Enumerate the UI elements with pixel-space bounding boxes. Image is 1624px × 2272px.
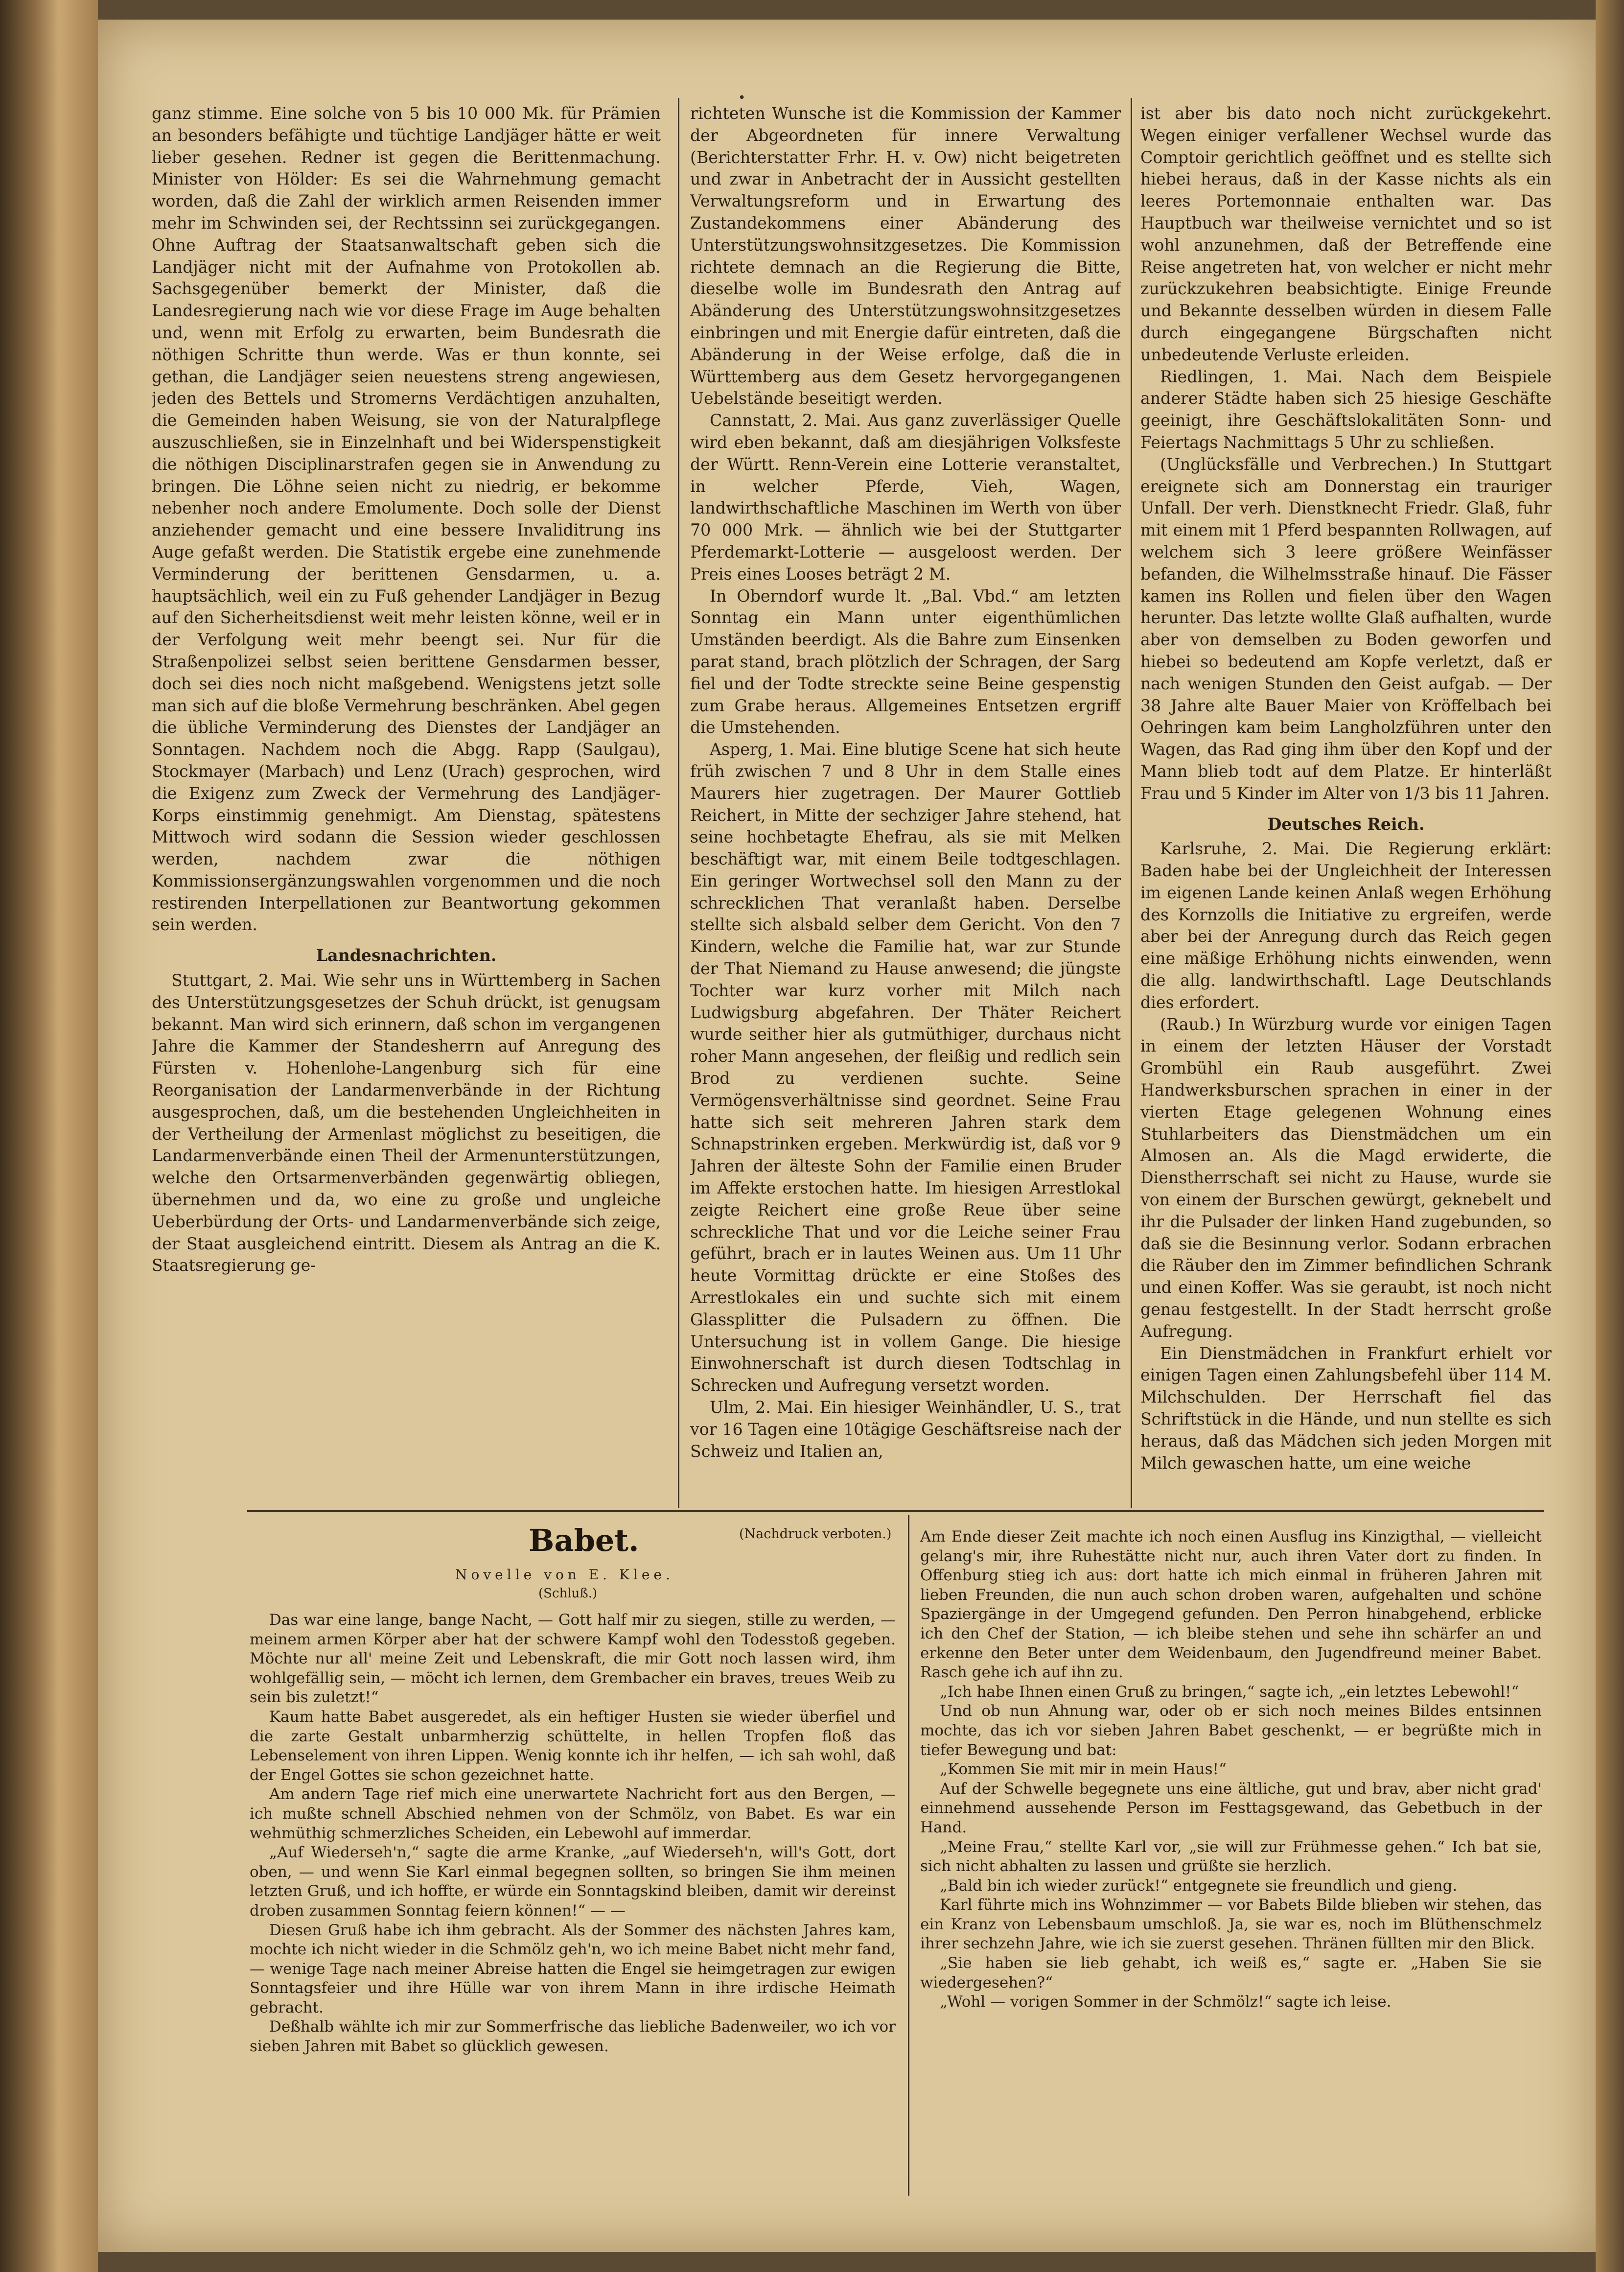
article-cannstatt: Cannstatt, 2. Mai. Aus ganz zuverlässiger Quelle wird eben bekannt, daß am diesjährigen Volksfeste der Württ. Renn-Verein eine Lotterie veranstaltet, in welcher Pferde, Vieh, Wagen, landwirthschaftliche Maschinen im Werth von über 70 000 Mrk. — ähnlich wie bei der Stuttgarter Pferdemarkt-Lotterie — ausgeloost werden. Der Preis eines Looses beträgt 2 M. [690,411,1121,584]
novel-paragraph: Auf der Schwelle begegnete uns eine ältliche, gut und brav, aber nicht grad' einnehmend aussehende Person im Festtagsgewand, das Gebetbuch in der Hand. [920,1780,1542,1836]
article-ulm-continued: ist aber bis dato noch nicht zurückgekehrt. Wegen einiger verfallener Wechsel wurde das Comptoir gerichtlich geöffnet und es stellte sich hiebei heraus, daß in der Kasse nichts als ein leeres Portemonnaie enthalten war. Das Hauptbuch war theilweise vernichtet und so ist wohl anzunehmen, daß der Betreffende eine Reise angetreten hat, von welcher er nicht mehr zurückzukehren beabsichtigte. Einige Freunde und Bekannte desselben würden in diesem Falle durch eingegangene Bürgschaften nicht unbedeutende Verluste erleiden. [1140,104,1552,364]
novel-paragraph: Am Ende dieser Zeit machte ich noch einen Ausflug ins Kinzigthal, — vielleicht gelang's mir, ihre Ruhestätte nicht nur, auch ihren Vater dort zu finden. In Offenburg stieg ich aus: dort hatte ich mich einmal in früheren Jahren mit lieben Freunden, die nun auch schon droben waren, aufgehalten und schöne Spaziergänge in der Umgegend gefunden. Den Perron hinabgehend, erblicke ich den Chef der Station, — ich bleibe stehen und sehe ihn schärfer an und erkenne den Beter unter dem Weidenbaum, den Jugendfreund meiner Babet. Rasch gehe ich auf ihn zu. [920,1528,1542,1682]
novel-paragraph: „Bald bin ich wieder zurück!“ entgegnete sie freundlich und gieng. [940,1876,1458,1895]
column-1 [152,103,661,1581]
novel-paragraph: Und ob nun Ahnung war, oder ob er sich noch meines Bildes entsinnen mochte, das ich vor sieben Jahren Babet geschenkt, — er begrüßte mich in tiefer Bewegung und bat: [920,1702,1542,1759]
novel-paragraph: Karl führte mich ins Wohnzimmer — vor Babets Bilde blieben wir stehen, das ein Kranz von Lebensbaum umschloß. Ja, sie war es, noch im Blüthenschmelz ihrer sechzehn Jahre, wie ich sie zuerst gesehen. Thränen füllten mir den Blick. [920,1896,1542,1953]
novel-byline: Novelle von E. Klee. [455,1567,674,1583]
article-asperg: Asperg, 1. Mai. Eine blutige Scene hat sich heute früh zwischen 7 und 8 Uhr in dem Stalle eines Maurers hier zugetragen. Der Maurer Gottlieb Reichert, in Mitte der sechziger Jahre stehend, hat seine hochbetagte Ehefrau, als sie mit Melken beschäftigt war, mit einem Beile todtgeschlagen. Ein geringer Wortwechsel soll den Mann zu der schrecklichen That veranlaßt haben. Derselbe stellte sich alsbald selber dem Gericht. Von den 7 Kindern, welche die Familie hat, war zur Stunde der That Niemand zu Hause anwesend; die jüngste Tochter war kurz vorher mit Milch nach Ludwigsburg abgefahren. Der Thäter Reichert wurde seither hier als gutmüthiger, durchaus nicht roher Mann angesehen, der fleißig und redlich sein Brod zu verdienen suchte. Seine Vermögensverhältnisse sind geordnet. Seine Frau hatte sich seit mehreren Jahren stark dem Schnapstrinken ergeben. Merkwürdig ist, daß vor 9 Jahren der älteste Sohn der Familie einen Bruder im Affekte erstochen hatte. Im hiesigen Arrestlokal zeigte Reichert eine große Reue über seine schreckliche That und vor die Leiche seiner Frau geführt, brach er in lautes Weinen aus. Um 11 Uhr heute Vormittag drückte er eine Stoßes des Arrestlokales ein und suchte sich mit einem Glassplitter die Pulsadern zu öffnen. Die Untersuchung ist in vollem Gange. Die hiesige Einwohnerschaft ist durch diesen Todtschlag in Schrecken und Aufregung versetzt worden. [690,740,1121,1395]
book-binding-left [0,0,98,2272]
section-heading-deutsches-reich: Deutsches Reich. [1267,814,1425,834]
novel-paragraph: „Meine Frau,“ stellte Karl vor, „sie will zur Frühmesse gehen.“ Ich bat sie, sich nicht abhalten zu lassen und grüßte sie herzlich. [920,1838,1542,1875]
article-unglucksfalle: (Unglücksfälle und Verbrechen.) In Stuttgart ereignete sich am Donnerstag ein trauriger Unfall. Der verh. Dienstknecht Friedr. Glaß, fuhr mit einem mit 1 Pferd bespannten Rollwagen, auf welchem sich 3 leere größere Weinfässer befanden, die Wilhelmsstraße hinauf. Die Fässer kamen ins Rollen und fielen über den Wagen herunter. Das letzte wollte Glaß aufhalten, wurde aber von demselben zu Boden geworfen und hiebei so bedeutend am Kopfe verletzt, daß er nach wenigen Stunden den Geist aufgab. — Der 38 Jahre alte Bauer Maier von Kröffelbach bei Oehringen kam beim Langholzführen unter den Wagen, das Rad ging ihm über den Kopf und der Mann blieb todt auf dem Platze. Er hinterläßt Frau und 5 Kinder im Alter von 1/3 bis 11 Jahren. [1140,454,1552,803]
smudge-mark: • [738,91,746,105]
novel-paragraph: Kaum hatte Babet ausgeredet, als ein heftiger Husten sie wieder überfiel und die zarte Gestalt unbarmherzig schüttelte, in hellen Tropfen floß das Lebenselement von ihren Lippen. Wenig konnte ich ihr helfen, — ich sah wohl, daß der Engel Gottes sie schon gezeichnet hatte. [250,1708,896,1784]
novel-paragraph: Deßhalb wählte ich mir zur Sommerfrische das liebliche Badenweiler, wo ich vor sieben Jahren mit Babet so glücklich gewesen. [250,2018,896,2056]
novel-paragraph: „Sie haben sie lieb gehabt, ich weiß es,“ sagte er. „Haben Sie sie wiedergesehen?“ [920,1954,1542,1991]
article-stuttgart: Stuttgart, 2. Mai. Wie sehr uns in Württemberg in Sachen des Unterstützungsgesetzes der Schuh drückt, ist genugsam bekannt. Man wird sich erinnern, daß schon im vergangenen Jahre die Kammer der Standesherrn auf Anregung des Fürsten v. Hohenlohe-Langenburg sich für eine Reorganisation der Landarmenverbände in der Richtung ausgesprochen, daß, um die bestehenden Ungleichheiten in der Vertheilung der Armenlast möglichst zu beseitigen, die Landarmenverbände einen Theil der Armenunterstützungen, welche den Ortsarmenverbänden gegenwärtig obliegen, übernehmen und da, wo eine zu große und ungleiche Ueberbürdung der Orts- und Landarmenverbände sich zeige, der Staat ausgleichend eintritt. Diesem als Antrag an die K. Staatsregierung ge- [152,971,661,1275]
article-frankfurt: Ein Dienstmädchen in Frankfurt erhielt vor einigen Tagen einen Zahlungsbefehl über 114 M. Milchschulden. Der Herrschaft fiel das Schriftstück in die Hände, und nun stellte es sich heraus, daß das Mädchen sich jeden Morgen mit Milch gewaschen hatte, um eine weiche [1140,1343,1552,1473]
article-landtag-continued: ganz stimme. Eine solche von 5 bis 10 000 Mk. für Prämien an besonders befähigte und tüchtige Landjäger hätte er weit lieber gesehen. Redner ist gegen die Berittenmachung. Minister von Hölder: Es sei die Wahrnehmung gemacht worden, daß die Zahl der wirklich armen Reisenden immer mehr im Schwinden sei, der Rechtssinn sei zurückgegangen. Ohne Auftrag der Staatsanwaltschaft geben sich die Landjäger nicht mit der Aufnahme von Protokollen ab. Sachsgegenüber bemerkt der Minister, daß die Landesregierung nach wie vor diese Frage im Auge behalten und, wenn mit Erfolg zu erwarten, beim Bundesrath die nöthigen Schritte thun werde. Was er thun konnte, sei gethan, die Landjäger seien neuestens streng angewiesen, jeden des Bettels und Stromerns Verdächtigen anzuhalten, die Gemeinden haben Weisung, sie von der Naturalpflege auszuschließen, sie in Einzelnhaft und bei Widerspenstigkeit die nöthigen Disciplinarstrafen gegen sie in Anwendung zu bringen. Die Löhne seien nicht zu niedrig, er bekomme nebenher noch andere Emolumente. Doch solle der Dienst anziehender gemacht und eine bessere Invaliditrung ins Auge gefaßt werden. Die Statistik ergebe eine zunehmende Verminderung der berittenen Gensdarmen, u. a. hauptsächlich, weil ein zu Fuß gehender Landjäger in Bezug auf den Sicherheitsdienst weit mehr leisten könne, weil er in der Verfolgung weit mehr beengt sei. Nur für die Straßenpolizei selbst seien berittene Gensdarmen besser, doch sei dies noch nicht maßgebend. Wenigstens jetzt solle man sich auf die bloße Vermehrung beschränken. Abel gegen die übliche Verminderung des Dienstes der Landjäger an Sonntagen. Nachdem noch die Abgg. Rapp (Saulgau), Stockmayer (Marbach) und Lenz (Urach) gesprochen, wird die Exigenz zum Zweck der Vermehrung des Landjäger-Korps einstimmig genehmigt. Am Dienstag, spätestens Mittwoch wird sodann die Session wieder geschlossen werden, nachdem zwar die nöthigen Kommissionsergänzungswahlen vorgenommen und die noch restirenden Interpellationen zur Beantwortung gekommen sein werden. [152,104,661,935]
novel-paragraph: „Ich habe Ihnen einen Gruß zu bringen,“ sagte ich, „ein letztes Lebewohl!“ [940,1683,1519,1701]
article-riedlingen: Riedlingen, 1. Mai. Nach dem Beispiele anderer Städte haben sich 25 hiesige Geschäfte geeinigt, ihre Geschäftslokalitäten Sonn- und Feiertags Nachmittags 5 Uhr zu schließen. [1140,367,1552,452]
article-wurzburg: (Raub.) In Würzburg wurde vor einigen Tagen in einem der letzten Häuser der Vorstadt Grombühl ein Raub ausgeführt. Zwei Handwerksburschen sprachen in einer in der vierten Etage gelegenen Wohnung eines Stuhlarbeiters das Dienstmädchen um ein Almosen an. Als die Magd erwiderte, die Dienstherrschaft sei nicht zu Hause, wurde sie von einem der Burschen gewürgt, geknebelt und ihr die Pulsader der linken Hand zugebunden, so daß sie die Besinnung verlor. Sodann erbrachen die Räuber den im Zimmer befindlichen Schrank und einen Koffer. Was sie geraubt, ist noch nicht genau festgestellt. In der Stadt herrscht große Aufregung. [1140,1014,1552,1341]
novel-paragraph: Diesen Gruß habe ich ihm gebracht. Als der Sommer des nächsten Jahres kam, mochte ich nicht wieder in die Schmölz geh'n, wo ich meine Babet nicht mehr fand, — wenige Tage nach meiner Abreise hatten die Engel sie heimgetragen zur ewigen Sonntagsfeier und ihre Hülle war von ihrem Mann in ihre irdische Heimath gebracht. [250,1921,896,2016]
novel-installment: (Schluß.) [538,1586,598,1601]
novel-title: Babet. [529,1522,639,1558]
column-2 [690,103,1121,1503]
section-heading-landesnachrichten: Landesnachrichten. [316,946,497,965]
feuilleton-divider [247,1510,1544,1512]
article-oberndorf: In Oberndorf wurde lt. „Bal. Vbd.“ am letzten Sonntag ein Mann unter eigenthümlichen Umständen beerdigt. Als die Bahre zum Einsenken parat stand, brach plötzlich der Schragen, der Sarg fiel und der Todte streckte seine Beine gespenstig zum Grabe heraus. Allgemeines Entsetzen ergriff die Umstehenden. [690,586,1121,737]
novel-paragraph: „Auf Wiederseh'n,“ sagte die arme Kranke, „auf Wiederseh'n, will's Gott, dort oben, — und wenn Sie Karl einmal begegnen sollten, so bringen Sie ihm meinen letzten Gruß, und ich hoffte, er würde ein Sonntagskind bleiben, damit wir dereinst droben zusammen Sonntag feiern können!“ — — [250,1844,896,1920]
column-divider-1 [678,98,679,1508]
article-karlsruhe: Karlsruhe, 2. Mai. Die Regierung erklärt: Baden habe bei der Ungleichheit der Interessen im eigenen Lande keinen Anlaß wegen Erhöhung des Kornzolls die Initiative zu ergreifen, werde aber bei der Anregung durch das Reich gegen eine mäßige Erhöhung nichts einwenden, wenn die allg. landwirthschaftl. Lage Deutschlands dies erfordert. [1140,839,1552,1012]
novel-paragraph: „Kommen Sie mit mir in mein Haus!“ [940,1760,1227,1779]
reprint-notice: (Nachdruck verboten.) [739,1526,892,1542]
column-divider-2 [1131,98,1132,1508]
novel-paragraph: Am andern Tage rief mich eine unerwartete Nachricht fort aus den Bergen, — ich mußte schnell Abschied nehmen von der Schmölz, von Babet. Es war ein wehmüthig schmerzliches Scheiden, ein Lebewohl auf immerdar. [250,1785,896,1842]
novel-column-right [920,1527,1542,2193]
novel-paragraph: Das war eine lange, bange Nacht, — Gott half mir zu siegen, stille zu werden, — meinem armen Körper aber hat der schwere Kampf wohl den Todesstoß gegeben. Möchte nur all' meine Zeit und Lebenskraft, die mir Gott noch lassen wird, ihm wohlgefällig sein, — möcht ich lernen, dem Grembacher ein braves, treues Weib zu sein bis zuletzt!“ [250,1611,896,1707]
article-stuttgart-continued: richteten Wunsche ist die Kommission der Kammer der Abgeordneten für innere Verwaltung (Berichterstatter Frhr. H. v. Ow) nicht beigetreten und zwar in Anbetracht der in Aussicht gestellten Verwaltungsreform und in Erwartung des Zustandekommens einer Abänderung des Unterstützungswohnsitzgesetzes. Die Kommission richtete demnach an die Regierung die Bitte, dieselbe wolle im Bundesrath den Antrag auf Abänderung des Unterstützungswohnsitzgesetzes einbringen und mit Energie dafür eintreten, daß die Abänderung in der Weise erfolge, daß die in Württemberg aus dem Gesetz hervorgegangenen Uebelstände beseitigt werden. [690,104,1121,408]
article-ulm: Ulm, 2. Mai. Ein hiesiger Weinhändler, U. S., trat vor 16 Tagen eine 10tägige Geschäftsreise nach der Schweiz und Italien an, [690,1398,1121,1461]
novel-paragraph: „Wohl — vorigen Sommer in der Schmölz!“ sagte ich leise. [940,1993,1392,2011]
book-edge-right [1596,0,1624,2272]
column-3 [1140,103,1552,1498]
novel-column-left [250,1611,896,2188]
feuilleton-column-divider [908,1515,909,2196]
